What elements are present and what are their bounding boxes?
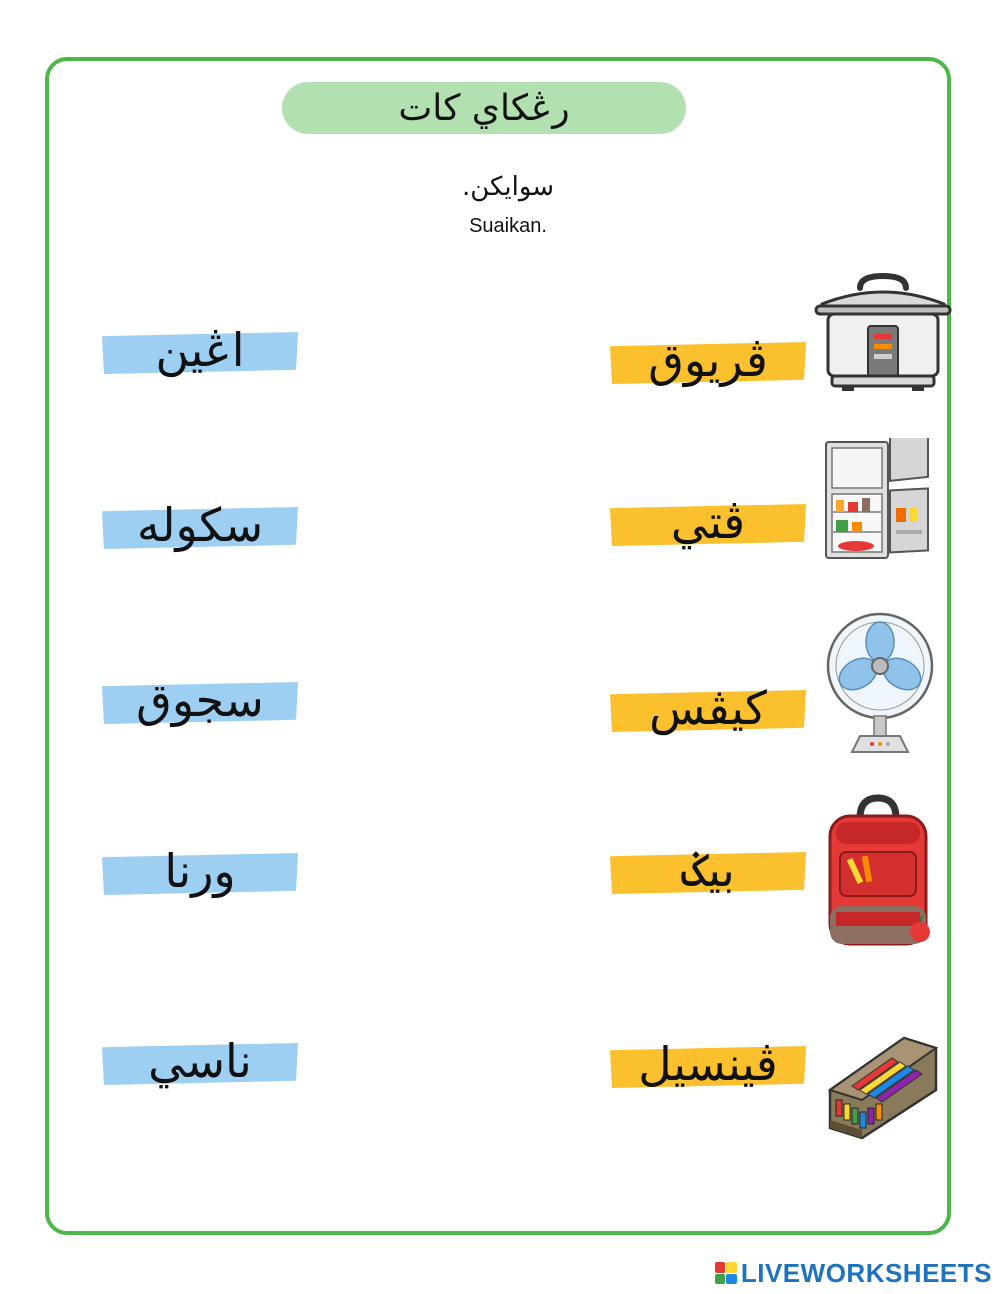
rice-cooker-icon xyxy=(812,270,954,392)
right-word-label: کيڤس xyxy=(649,681,767,735)
left-word-label: ناسي xyxy=(148,1034,252,1088)
right-word-label: بيݢ xyxy=(681,843,735,897)
pencil-box-icon xyxy=(822,1034,940,1140)
left-word-label: ورنا xyxy=(164,844,236,898)
right-word-tile[interactable] xyxy=(610,332,806,388)
left-word-tile[interactable] xyxy=(102,1033,298,1089)
instruction-rumi xyxy=(0,215,1000,238)
logo-grid-icon xyxy=(715,1262,737,1284)
instruction-jawi-text: سوايکن. xyxy=(461,172,555,202)
left-word-tile[interactable] xyxy=(102,497,298,553)
right-word-label: ڤينسيل xyxy=(638,1037,778,1091)
right-word-label: ڤريوق xyxy=(648,333,768,387)
right-word-tile[interactable] xyxy=(610,842,806,898)
fan-icon xyxy=(822,612,938,756)
left-word-tile[interactable] xyxy=(102,843,298,899)
right-word-tile[interactable] xyxy=(610,680,806,736)
instruction-jawi xyxy=(0,172,1000,202)
instruction-rumi-text: Suaikan. xyxy=(469,215,547,237)
right-word-tile[interactable] xyxy=(610,1036,806,1092)
right-word-label: ڤتي xyxy=(670,495,746,549)
backpack-icon xyxy=(822,794,934,950)
left-word-label: سکوله xyxy=(136,498,264,552)
right-word-tile[interactable] xyxy=(610,494,806,550)
worksheet-title xyxy=(282,82,686,134)
left-word-tile[interactable] xyxy=(102,322,298,378)
left-word-label: سجوق xyxy=(136,673,264,727)
title-text: رڠکاي کات xyxy=(398,87,570,129)
refrigerator-icon xyxy=(822,438,934,562)
left-word-label: اڠين xyxy=(155,323,245,377)
liveworksheets-logo[interactable] xyxy=(715,1258,992,1288)
brand-name: LIVEWORKSHEETS xyxy=(740,1257,992,1288)
left-word-tile[interactable] xyxy=(102,672,298,728)
